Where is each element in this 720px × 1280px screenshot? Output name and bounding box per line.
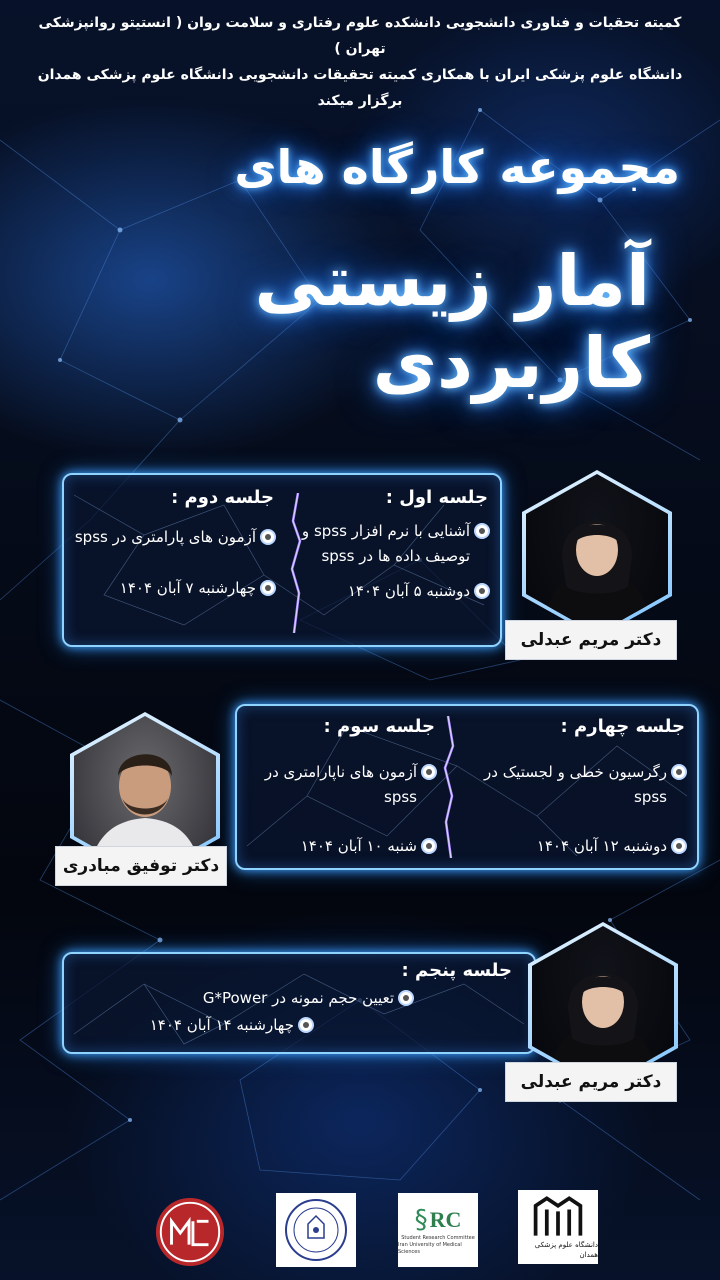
session-5-title: جلسه پنجم : <box>401 960 512 981</box>
header <box>20 10 700 114</box>
bullet-icon <box>423 766 435 778</box>
session-4-topic: رگرسیون خطی و لجستیک در spss <box>484 763 667 806</box>
bullet-icon <box>300 1019 312 1031</box>
bullet-icon <box>262 582 274 594</box>
logo-committee-seal <box>276 1193 356 1267</box>
session-1-topic: آشنایی با نرم افزار spss و توصیف داده ها در spss <box>301 522 470 565</box>
session-3 <box>245 714 435 859</box>
rc-logo-sub1: Student Research Committee <box>401 1234 475 1241</box>
session-4 <box>455 714 685 859</box>
session-2-topic: آزمون های پارامتری در spss <box>74 528 256 546</box>
rc-logo-text: RC <box>429 1206 462 1232</box>
session-1-title: جلسه اول : <box>385 487 488 508</box>
seal-icon <box>278 1194 354 1266</box>
speaker-name-3: دکتر مریم عبدلی <box>505 1062 677 1102</box>
title-line-2: آمار زیستی کاربردی <box>254 240 650 404</box>
lightning-divider <box>288 493 306 633</box>
emblem-icon <box>154 1196 226 1268</box>
bullet-icon <box>423 840 435 852</box>
session-3-topic: آزمون های ناپارامتری در spss <box>264 763 417 806</box>
university-emblem-icon <box>530 1194 586 1240</box>
header-line-2: دانشگاه علوم پزشکی ایران با همکاری کمیته تحقیقات دانشجویی دانشگاه علوم پزشکی همدان برگزار میکند <box>37 67 683 109</box>
speaker-photo-1 <box>522 470 672 638</box>
session-5 <box>82 958 512 1038</box>
speaker-name-1: دکتر مریم عبدلی <box>505 620 677 660</box>
dna-icon: § <box>414 1204 428 1235</box>
bullet-icon <box>476 585 488 597</box>
sessions-panel-1 <box>62 473 502 647</box>
title-line-1: مجموعه کارگاه های <box>234 140 680 194</box>
session-1 <box>288 485 488 604</box>
bullet-icon <box>476 525 488 537</box>
logo-hamadan-university <box>518 1190 598 1264</box>
bullet-icon <box>262 531 274 543</box>
logo-student-research-committee <box>398 1193 478 1267</box>
bullet-icon <box>673 766 685 778</box>
speaker-name-2: دکتر توفیق مبادری <box>55 846 227 886</box>
session-2 <box>74 485 274 601</box>
session-3-date: شنبه ۱۰ آبان ۱۴۰۴ <box>300 837 417 855</box>
logo-red-emblem <box>150 1195 230 1269</box>
session-5-date: چهارشنبه ۱۴ آبان ۱۴۰۴ <box>149 1016 294 1034</box>
session-2-title: جلسه دوم : <box>171 487 274 508</box>
bullet-icon <box>673 840 685 852</box>
session-2-date: چهارشنبه ۷ آبان ۱۴۰۴ <box>119 579 256 597</box>
sessions-panel-3 <box>62 952 536 1054</box>
session-4-date: دوشنبه ۱۲ آبان ۱۴۰۴ <box>536 837 667 855</box>
hamadan-logo-text: دانشگاه علوم پزشکی همدان <box>534 1241 598 1259</box>
sessions-panel-2 <box>235 704 699 870</box>
session-3-title: جلسه سوم : <box>323 716 435 737</box>
session-4-title: جلسه چهارم : <box>560 716 685 737</box>
lightning-divider <box>440 716 458 858</box>
bullet-icon <box>400 992 412 1004</box>
header-line-1: کمیته تحقیات و فناوری دانشجویی دانشکده علوم رفتاری و سلامت روان ( انستیتو روانپزشکی تهران ) <box>38 15 682 57</box>
rc-logo-sub2: Iran University of Medical Sciences <box>398 1241 462 1255</box>
session-5-topic: تعیین حجم نمونه در G*Power <box>202 989 394 1007</box>
session-1-date: دوشنبه ۵ آبان ۱۴۰۴ <box>347 582 470 600</box>
